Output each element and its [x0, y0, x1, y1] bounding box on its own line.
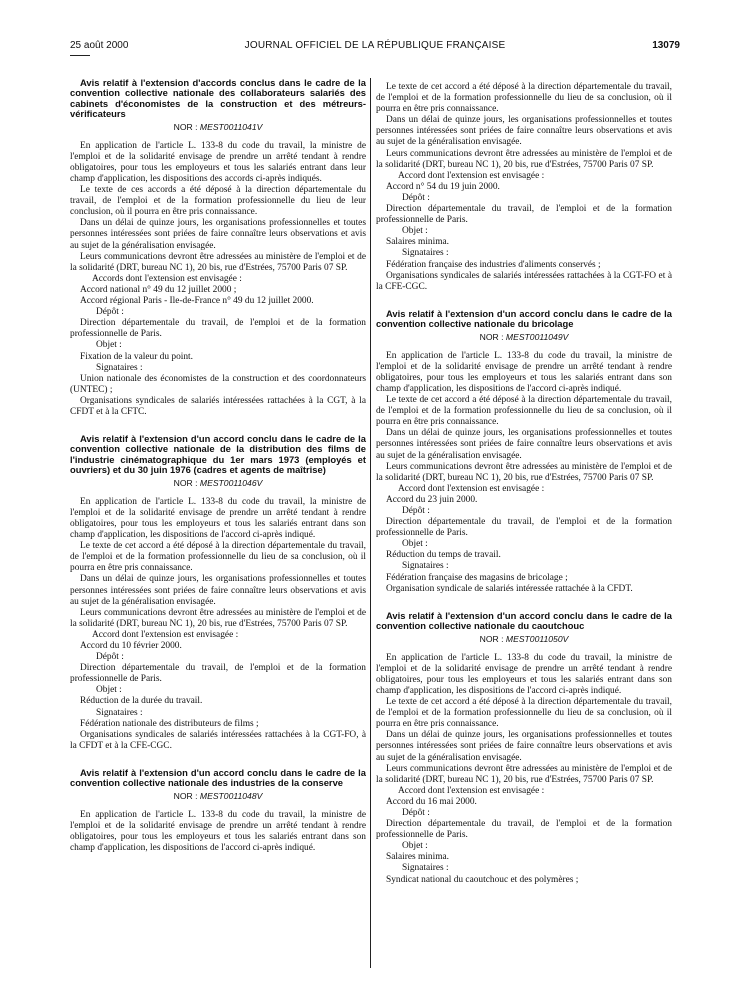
depot-label: Dépôt :: [402, 506, 430, 516]
paragraph: Dans un délai de quinze jours, les organisations professionnelles et toutes personnes intéressées sont priées de faire connaître leurs observations et avis au sujet de la généralisation envisagée.: [376, 730, 672, 763]
left-column: [70, 78, 366, 854]
notice-title: Avis relatif à l'extension d'un accord conclu dans le cadre de la convention collective nationale du bricolage: [376, 307, 672, 330]
objet-text: Fixation de la valeur du point.: [80, 351, 193, 362]
notice-title: Avis relatif à l'extension d'un accord conclu dans le cadre de la convention collective nationale des industries de la conserve: [70, 766, 366, 789]
signataire-item: Organisation syndicale de salariés intéressée rattachée à la CFDT.: [386, 583, 633, 594]
depot-text: Direction départementale du travail, de l'emploi et de la formation professionnelle de Paris.: [70, 663, 366, 685]
signataires-label: Signataires :: [402, 561, 449, 572]
paragraph: Le texte de cet accord a été déposé à la direction départementale du travail, de l'emploi et de la formation professionnelle du lieu de sa conclusion, où il pourra en être pris connaissance.: [70, 541, 366, 574]
paragraph: Dans un délai de quinze jours, les organisations professionnelles et toutes personnes intéressées sont priées de faire connaître leurs observations et avis au sujet de la généralisation envisagée.: [70, 574, 366, 607]
accord-label: Accord dont l'extension est envisagée :: [398, 170, 545, 181]
depot-text: Direction départementale du travail, de l'emploi et de la formation professionnelle de Paris.: [376, 517, 672, 539]
accord-item: Accord n° 54 du 19 juin 2000.: [386, 181, 500, 192]
signataires-label: Signataires :: [402, 863, 449, 874]
nor-code: MEST0011046V: [199, 477, 263, 488]
notice-bricolage: [376, 309, 672, 595]
page-number: 13079: [652, 40, 680, 51]
notice-title: Avis relatif à l'extension d'un accord conclu dans le cadre de la convention collective nationale de la distribution des films de l'industrie cinématographique du 1er mars 1973 (employés et ouvriers) et du 30 juin 1976 (cadres et agents de maîtrise): [70, 433, 366, 476]
signataire-item: Syndicat national du caoutchouc et des polymères ;: [386, 874, 579, 885]
paragraph: Le texte de cet accord a été déposé à la direction départementale du travail, de l'emploi et de la formation professionnelle du lieu de sa conclusion, où il pourra en être pris connaissance.: [376, 697, 672, 730]
signataire-item: Fédération française des magasins de bricolage ;: [386, 572, 568, 583]
paragraph: En application de l'article L. 133-8 du code du travail, la ministre de l'emploi et de la solidarité envisage de prendre un arrêté tendant à rendre obligatoires, pour tous les employeurs et tous les salariés entrant dans son champ d'application, les dispositions de l'accord ci-après indiqué.: [376, 652, 672, 696]
page-header: [70, 40, 680, 54]
nor-reference: NOR : MEST0011049V: [479, 331, 569, 342]
objet-label: Objet :: [402, 539, 428, 550]
nor-reference: NOR : MEST0011048V: [173, 790, 263, 801]
paragraph: Le texte de cet accord a été déposé à la direction départementale du travail, de l'emploi et de la formation professionnelle du lieu de sa conclusion, où il pourra en être pris connaissance.: [376, 395, 672, 428]
nor-reference: NOR : MEST0011046V: [173, 477, 263, 488]
paragraph: En application de l'article L. 133-8 du code du travail, la ministre de l'emploi et de la solidarité envisage de prendre un arrêté tendant à rendre obligatoires, pour tous les employeurs et tous les salariés entrant dans son champ d'application, les dispositions de l'accord ci-après indiqué.: [70, 809, 366, 854]
column-divider: [370, 78, 371, 968]
paragraph: Leurs communications devront être adressées au ministère de l'emploi et de la solidarité (DRT, bureau NC 1), 20 bis, rue d'Estrées, 75700 Paris 07 SP.: [376, 763, 672, 785]
accord-label: Accord dont l'extension est envisagée :: [92, 629, 239, 640]
paragraph: Dans un délai de quinze jours, les organisations professionnelles et toutes personnes intéressées sont priées de faire connaître leurs observations et avis au sujet de la généralisation envisagée.: [376, 115, 672, 148]
signataire-item: Organisations syndicales de salariés intéressées rattachées à la CGT-FO, à la CFDT et à la CFE-CGC.: [70, 729, 366, 751]
accord-item: Accord régional Paris - Ile-de-France n° 49 du 12 juillet 2000.: [80, 296, 314, 307]
signataire-item: Organisations syndicales de salariés intéressées rattachées à la CGT-FO et à la CFE-CGC.: [376, 270, 672, 292]
nor-reference: NOR : MEST0011041V: [173, 121, 263, 132]
depot-label: Dépôt :: [402, 192, 430, 203]
depot-label: Dépôt :: [402, 807, 430, 818]
signataire-item: Fédération nationale des distributeurs de films ;: [80, 718, 259, 729]
paragraph: Leurs communications devront être adressées au ministère de l'emploi et de la solidarité (DRT, bureau NC 1), 20 bis, rue d'Estrées, 75700 Paris 07 SP.: [376, 461, 672, 483]
accord-item: Accord du 10 février 2000.: [80, 641, 182, 651]
accord-item: Accord du 16 mai 2000.: [386, 796, 477, 807]
nor-reference: NOR : MEST0011050V: [479, 633, 569, 644]
signataires-label: Signataires :: [402, 248, 449, 259]
objet-text: Salaires minima.: [386, 237, 450, 248]
notice-conserve-continued: [376, 82, 672, 293]
nor-code: MEST0011048V: [199, 790, 263, 801]
depot-text: Direction départementale du travail, de l'emploi et de la formation professionnelle de Paris.: [376, 819, 672, 841]
paragraph: Le texte de ces accords a été déposé à la direction départementale du travail, de l'emploi et de la formation professionnelle du lieu de leur conclusion, où il pourra en être pris connaissance.: [70, 185, 366, 218]
nor-code: MEST0011041V: [199, 121, 263, 132]
depot-label: Dépôt :: [96, 652, 124, 663]
signataires-label: Signataires :: [96, 362, 143, 373]
accords-label: Accords dont l'extension est envisagée :: [92, 273, 242, 284]
depot-text: Direction départementale du travail, de l'emploi et de la formation professionnelle de Paris.: [376, 204, 672, 226]
header-rule: [70, 55, 90, 56]
paragraph: En application de l'article L. 133-8 du code du travail, la ministre de l'emploi et de la solidarité envisage de prendre un arrêté tendant à rendre obligatoires, pour tous les employeurs et tous les salariés entrant dans leur champ d'application, les dispositions des accords ci-après indiqués.: [70, 140, 366, 184]
paragraph: Le texte de cet accord a été déposé à la direction départementale du travail, de l'emploi et de la formation professionnelle du lieu de sa conclusion, où il pourra en être pris connaissance.: [376, 82, 672, 115]
signataire-item: Organisations syndicales de salariés intéressées rattachées à la CGT, à la CFDT et à la CFTC.: [70, 395, 366, 417]
notice-title: Avis relatif à l'extension d'un accord conclu dans le cadre de la convention collective nationale du caoutchouc: [376, 609, 672, 632]
objet-text: Réduction du temps de travail.: [386, 550, 501, 561]
accord-label: Accord dont l'extension est envisagée :: [398, 483, 545, 494]
journal-title: JOURNAL OFFICIEL DE LA RÉPUBLIQUE FRANÇAISE: [244, 40, 506, 51]
paragraph: Dans un délai de quinze jours, les organisations professionnelles et toutes personnes intéressées sont priées de faire connaître leurs observations et avis au sujet de la généralisation envisagée.: [376, 428, 672, 461]
issue-date: 25 août 2000: [70, 40, 129, 51]
notice-distribution-films: [70, 434, 366, 752]
signataire-item: Union nationale des économistes de la construction et des coordonnateurs (UNTEC) ;: [70, 373, 366, 395]
paragraph: En application de l'article L. 133-8 du code du travail, la ministre de l'emploi et de la solidarité envisage de prendre un arrêté tendant à rendre obligatoires, pour tous les employeurs et tous les salariés entrant dans son champ d'application, les dispositions de l'accord ci-après indiqué.: [70, 496, 366, 541]
paragraph: Leurs communications devront être adressées au ministère de l'emploi et de la solidarité (DRT, bureau NC 1), 20 bis, rue d'Estrées, 75700 Paris 07 SP.: [376, 148, 672, 170]
notice-title: Avis relatif à l'extension d'accords conclus dans le cadre de la convention collective nationale des collaborateurs salariés des cabinets d'économistes de la construction et des métreurs-vérificateurs: [70, 77, 366, 120]
notice-economistes: [70, 78, 366, 418]
accord-item: Accord du 23 juin 2000.: [386, 494, 478, 505]
paragraph: Leurs communications devront être adressées au ministère de l'emploi et de la solidarité (DRT, bureau NC 1), 20 bis, rue d'Estrées, 75700 Paris 07 SP.: [70, 251, 366, 273]
nor-code: MEST0011050V: [505, 633, 569, 644]
objet-text: Réduction de la durée du travail.: [80, 696, 203, 707]
notice-conserve: [70, 768, 366, 854]
depot-text: Direction départementale du travail, de l'emploi et de la formation professionnelle de Paris.: [70, 318, 366, 340]
signataire-item: Fédération française des industries d'aliments conservés ;: [386, 259, 601, 270]
objet-label: Objet :: [96, 685, 122, 696]
objet-label: Objet :: [96, 340, 122, 351]
objet-label: Objet :: [402, 841, 428, 852]
notice-caoutchouc: [376, 611, 672, 886]
accord-item: Accord national n° 49 du 12 juillet 2000 ;: [80, 284, 237, 295]
paragraph: En application de l'article L. 133-8 du code du travail, la ministre de l'emploi et de la solidarité envisage de prendre un arrêté tendant à rendre obligatoires, pour tous les employeurs et tous les salariés entrant dans son champ d'application, les dispositions de l'accord ci-après indiqué.: [376, 350, 672, 394]
right-column: [376, 82, 672, 886]
accord-label: Accord dont l'extension est envisagée :: [398, 785, 545, 796]
objet-text: Salaires minima.: [386, 852, 450, 863]
signataires-label: Signataires :: [96, 707, 143, 718]
objet-label: Objet :: [402, 226, 428, 237]
paragraph: Dans un délai de quinze jours, les organisations professionnelles et toutes personnes intéressées sont priées de faire connaître leurs observations et avis au sujet de la généralisation envisagée.: [70, 218, 366, 251]
nor-code: MEST0011049V: [505, 331, 569, 342]
paragraph: Leurs communications devront être adressées au ministère de l'emploi et de la solidarité (DRT, bureau NC 1), 20 bis, rue d'Estrées, 75700 Paris 07 SP.: [70, 607, 366, 629]
depot-label: Dépôt :: [96, 307, 124, 318]
